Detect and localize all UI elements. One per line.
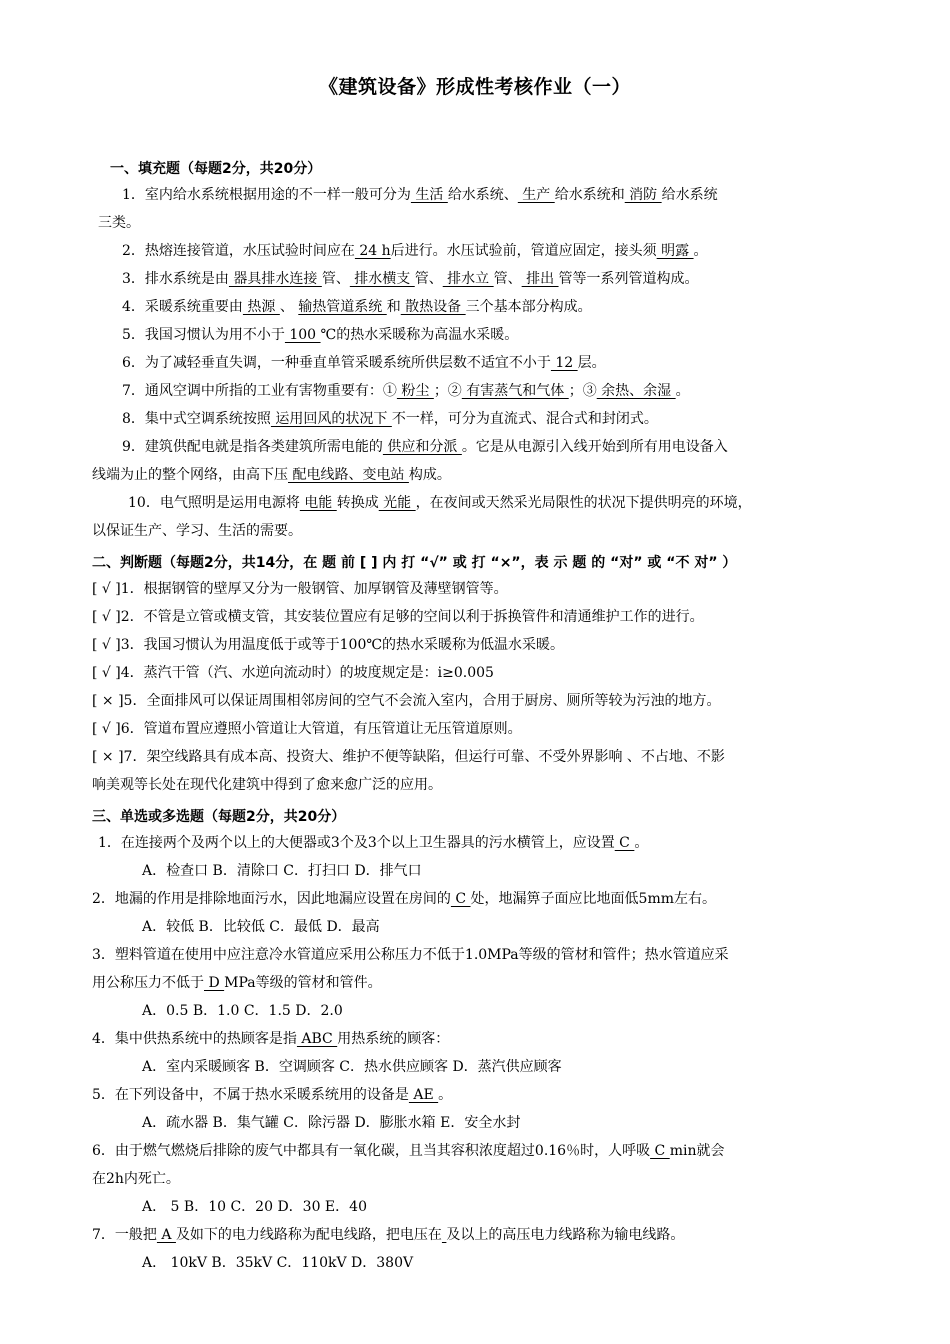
options-line: A．疏水器 B．集气罐 C．除污器 D．膨胀水箱 E．安全水封 xyxy=(142,1115,521,1131)
question-line: 9．建筑供配电就是指各类建筑所需电能的 供应和分派 。它是从电源引入线开始到所有用电设备入 xyxy=(122,439,728,455)
question-line: 2．热熔连接管道，水压试验时间应在 24 h后进行。水压试验前，管道应固定，接头须 明露 。 xyxy=(122,243,708,259)
judge-item: [ √ ]1．根据钢管的壁厚又分为一般钢管、加厚钢管及薄壁钢管等。 xyxy=(92,581,508,597)
options-line: A． 10kV B．35kV C．110kV D．380V xyxy=(142,1255,414,1271)
section2-heading: 二、判断题（每题2分，共14分，在 题 前 [ ] 内 打 “√” 或 打 “×”，表 示 题 的 “对” 或 “不 对” ） xyxy=(92,555,737,571)
question-line: 5．在下列设备中，不属于热水采暖系统用的设备是 AE 。 xyxy=(92,1087,453,1103)
question-line: 3．塑料管道在使用中应注意冷水管道应采用公称压力不低于1.0MPa等级的管材和管件；热水管道应采 xyxy=(92,947,729,963)
question-line: 用公称压力不低于 D MPa等级的管材和管件。 xyxy=(92,975,382,991)
judge-item: [ √ ]3．我国习惯认为用温度低于或等于100℃的热水采暖称为低温水采暖。 xyxy=(92,637,565,653)
judge-item: [ √ ]2．不管是立管或横支管，其安装位置应有足够的空间以利于拆换管件和清通维护工作的进行。 xyxy=(92,609,704,625)
question-line: 3．排水系统是由 器具排水连接 管、 排水横支 管、 排水立 管、 排出 管等一系列管道构成。 xyxy=(122,271,699,287)
options-line: A． 5 B．10 C．20 D．30 E．40 xyxy=(142,1199,367,1215)
document-body xyxy=(92,157,870,1277)
judge-item: [ × ]5．全面排风可以保证周围相邻房间的空气不会流入室内，合用于厨房、厕所等较为污浊的地方。 xyxy=(92,693,721,709)
options-line: A．0.5 B．1.0 C．1.5 D．2.0 xyxy=(142,1003,343,1019)
question-line: 在2h内死亡。 xyxy=(92,1171,180,1187)
judge-item: [ √ ]6．管道布置应遵照小管道让大管道，有压管道让无压管道原则。 xyxy=(92,721,522,737)
section1-heading: 一、填充题（每题2分，共20分） xyxy=(110,161,322,177)
question-line: 6．为了减轻垂直失调，一种垂直单管采暖系统所供层数不适宜不小于 12 层。 xyxy=(122,355,606,371)
question-line: 6．由于燃气燃烧后排除的废气中都具有一氧化碳，且当其容积浓度超过0.16％时，人呼吸 C min就会 xyxy=(92,1143,725,1159)
question-line: 4．采暖系统重要由 热源 、 输热管道系统 和 散热设备 三个基本部分构成。 xyxy=(122,299,592,315)
question-line: 三类。 xyxy=(98,215,140,231)
question-line: 7．通风空调中所指的工业有害物重要有：① 粉尘 ；② 有害蒸气和气体 ；③ 余热、余湿 。 xyxy=(122,383,690,399)
question-line: 10．电气照明是运用电源将 电能 转换成 光能 ，在夜间或天然采光局限性的状况下提供明亮的环境， xyxy=(128,495,752,511)
section3-heading: 三、单选或多选题（每题2分，共20分） xyxy=(92,809,346,825)
options-line: A．室内采暖顾客 B．空调顾客 C．热水供应顾客 D．蒸汽供应顾客 xyxy=(142,1059,562,1075)
judge-item: 响美观等长处在现代化建筑中得到了愈来愈广泛的应用。 xyxy=(92,777,442,793)
judge-item: [ × ]7．架空线路具有成本高、投资大、维护不便等缺陷，但运行可靠、不受外界影响 、不占地、不影 xyxy=(92,749,725,765)
question-line: 8．集中式空调系统按照 运用回风的状况下 不一样，可分为直流式、混合式和封闭式。 xyxy=(122,411,658,427)
question-line: 线端为止的整个网络，由高下压 配电线路、变电站 构成。 xyxy=(92,467,451,483)
question-line: 以保证生产、学习、生活的需要。 xyxy=(92,523,302,539)
options-line: A．检查口 B．清除口 C．打扫口 D．排气口 xyxy=(142,863,422,879)
question-line: 4．集中供热系统中的热顾客是指 ABC 用热系统的顾客： xyxy=(92,1031,450,1047)
judge-item: [ √ ]4．蒸汽干管（汽、水逆向流动时）的坡度规定是：i≥0.005 xyxy=(92,665,494,681)
question-line: 5．我国习惯认为用不小于 100 ℃的热水采暖称为高温水采暖。 xyxy=(122,327,519,343)
question-line: 2．地漏的作用是排除地面污水，因此地漏应设置在房间的 C 处，地漏箅子面应比地面低5mm左右。 xyxy=(92,891,716,907)
question-line: 1．在连接两个及两个以上的大便器或3个及3个以上卫生器具的污水横管上，应设置 C 。 xyxy=(98,835,649,851)
page-title: 《建筑设备》形成性考核作业（一） xyxy=(318,76,631,98)
options-line: A．较低 B．比较低 C．最低 D．最高 xyxy=(142,919,380,935)
question-line: 7．一般把 A 及如下的电力线路称为配电线路，把电压在 及以上的高压电力线路称为输电线路。 xyxy=(92,1227,685,1243)
question-line: 1．室内给水系统根据用途的不一样一般可分为 生活 给水系统、 生产 给水系统和 消防 给水系统 xyxy=(122,187,718,203)
